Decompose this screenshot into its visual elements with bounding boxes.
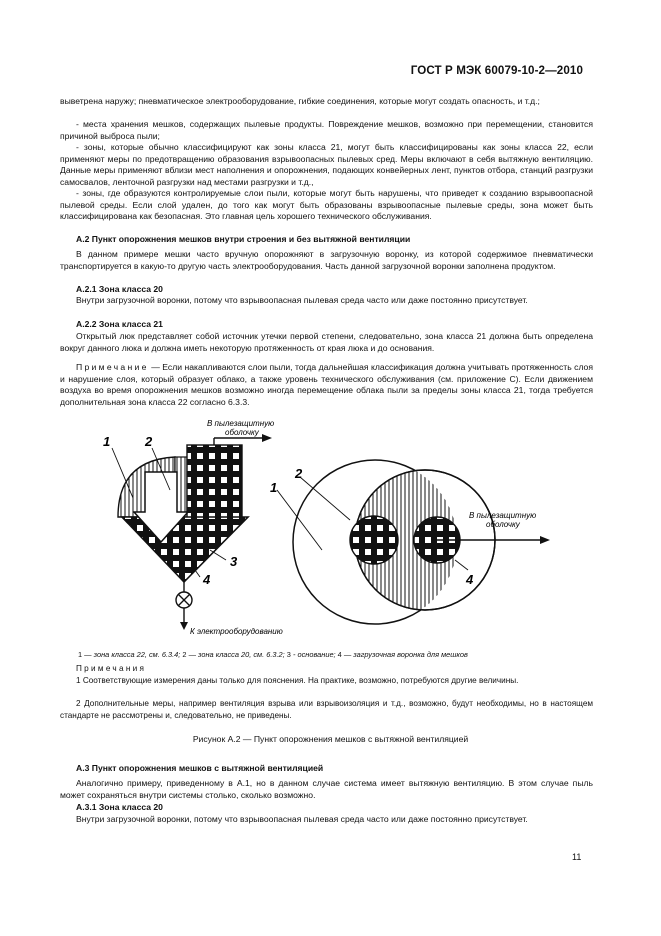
section-heading-a3: А.3 Пункт опорожнения мешков с вытяжной вентиляцией [76, 763, 324, 773]
paragraph: В данном примере мешки часто вручную опорожняют в загрузочную воронку, из которой содержимое пневматически транспортируется в какую-то другую часть электрооборудования. Часть данной загрузочной воронки заполнена продуктом. [60, 249, 593, 271]
figure-marker-4: 4 [466, 572, 474, 587]
figure-legend: 1 — зона класса 22, см. 6.3.4; 2 — зона класса 20, см. 6.3.2; 3 - основание; 4 — загрузочная воронка для мешков [78, 650, 468, 659]
paragraph: Аналогично примеру, приведенному в А.1, но в данном случае система имеет вытяжную вентиляцию. В этом случае пыль может сохраняться внутри системы столько, сколько возможно. [60, 778, 593, 800]
paragraph: Внутри загрузочной воронки, потому что взрывоопасная пылевая среда часто или даже постоянно присутствует. [76, 295, 528, 305]
paragraph: Открытый люк представляет собой источник утечки первой степени, следовательно, зона класса 21 должна быть определена вокруг данного люка и должна иметь некоторую протяженность от края люка и до основания. [60, 331, 593, 353]
arrow-right-icon [540, 536, 550, 544]
paragraph: - зоны, которые обычно классифицируют как зоны класса 21, могут быть классифицированы как зоны класса 22, если применяют меры по предотвращению образования взрывоопасных пылевых сред. Меры включают в себя вытяжную вентиляцию. Данные меры применяют вблизи мест наполнения и опорожнения, подающих конвейерных лент, пунктов отбора, станций разгрузки самосвалов, ленточной разгрузки над местами разгрузки и т.д., [60, 142, 593, 187]
hopper-body-zone-20 [122, 517, 248, 582]
paragraph: Внутри загрузочной воронки, потому что взрывоопасная пылевая среда часто или даже постоянно присутствует. [76, 814, 528, 824]
figure-marker-1: 1 [270, 480, 278, 495]
figure-marker-4: 4 [203, 572, 211, 587]
note-label: Примечание [76, 362, 149, 372]
figure-marker-2: 2 [295, 466, 303, 481]
subsection-heading: А.3.1 Зона класса 20 [76, 802, 163, 812]
notes-title: Примечания [76, 664, 147, 673]
plan-view [277, 460, 550, 624]
page-number: 11 [572, 852, 582, 862]
paragraph: - зоны, где образуются контролируемые слои пыли, которые могут быть нарушены, что приведет к созданию взрывоопасной пылевой среды. Если слой удален, до того как могут быть образованы взрывоопасные пылевые среды, зона может быть классифицирована как безопасная. Это главная цель хорошего технического обслуживания. [60, 188, 593, 221]
figure-title: Рисунок А.2 — Пункт опорожнения мешков с вытяжной вентиляцией [192, 734, 469, 744]
label-to-enclosure: оболочку [486, 520, 520, 529]
paragraph: - места хранения мешков, содержащих пылевые продукты. Повреждение мешков, возможно при перемещении, становится причиной выброса пыли; [60, 119, 593, 141]
figure-marker-1: 1 [103, 434, 111, 449]
paragraph: выветрена наружу; пневматическое электрооборудование, гибкие соединения, которые могут создать опасность, и т.д.; [60, 96, 540, 106]
arrow-right-icon [262, 434, 272, 442]
subsection-heading: А.2.2 Зона класса 21 [76, 319, 163, 329]
figure-marker-2: 2 [145, 434, 153, 449]
figure-note: 1 Соответствующие измерения даны только для пояснения. На практике, возможно, потребуются другие величины. [76, 676, 519, 685]
arrow-down-icon [180, 622, 188, 630]
note-paragraph [60, 362, 593, 408]
note-text: — Если накапливаются слои пыли, тогда дальнейшая классификация должна учитывать протяженность слоя и нарушение слоя, который образует облако, а также уровень технического обслуживания (см. приложение С). Если движением воздуха во время опорожнения мешков возможно иногда перемещение облака пыли за пределы зоны класса 21, тогда требуется дополнительная зона класса 22 согласно 6.3.3. [60, 362, 593, 407]
label-to-electrical: К электрооборудованию [190, 627, 283, 636]
zone-20-hole [350, 516, 398, 564]
subsection-heading: А.2.1 Зона класса 20 [76, 284, 163, 294]
figure-note: 2 Дополнительные меры, например вентиляция взрыва или взрывоизоляция и т.д., возможно, будут необходимы, но в настоящем стандарте не рассмотрены и, следовательно, не приведены. [60, 699, 593, 720]
figure-marker-3: 3 [230, 554, 238, 569]
label-to-enclosure: В пылезащитную [207, 419, 275, 428]
label-to-enclosure: оболочку [225, 428, 259, 437]
duct-zone-20 [187, 445, 242, 519]
standard-designation: ГОСТ Р МЭК 60079-10-2—2010 [410, 64, 583, 77]
section-heading-a2: А.2 Пункт опорожнения мешков внутри строения и без вытяжной вентиляции [76, 234, 411, 244]
label-to-enclosure: В пылезащитную [469, 511, 537, 520]
hopper-side-view [112, 434, 272, 630]
figure-a2-diagram [0, 412, 661, 642]
